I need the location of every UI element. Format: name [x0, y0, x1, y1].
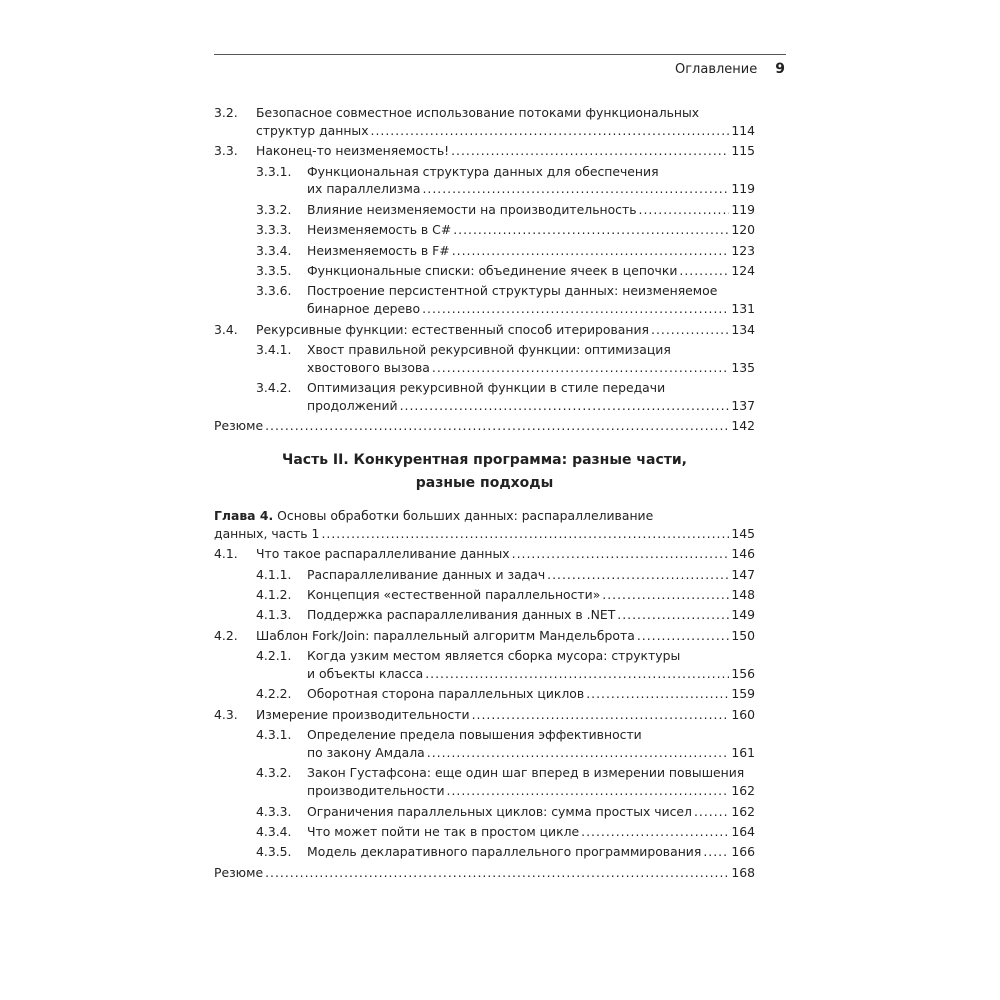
- toc-entry[interactable]: [214, 242, 755, 260]
- dot-leader: [703, 843, 729, 861]
- dot-leader: [427, 744, 730, 762]
- toc-entry[interactable]: [214, 647, 755, 683]
- toc-entry-title: Модель декларативного параллельного программирования: [307, 844, 702, 860]
- toc-entry-page: 164: [731, 823, 755, 839]
- dot-leader: [265, 417, 729, 435]
- toc-entry-title: Построение персистентной структуры данных: неизменяемое: [307, 283, 718, 299]
- toc-entry-page: 123: [731, 242, 755, 258]
- toc-entry-title: их параллелизма: [307, 181, 421, 197]
- toc-entry-page: 159: [731, 686, 755, 702]
- toc-entry-page: 149: [731, 607, 755, 623]
- toc-entry-title: Резюме: [214, 864, 264, 880]
- toc-entry-number: 4.1.1.: [256, 566, 292, 582]
- part-title-line: разные подходы: [415, 475, 554, 492]
- toc-entry-number: 4.3.: [214, 706, 238, 722]
- toc-entry-number: 3.3.: [214, 143, 238, 159]
- toc-entry-title: Неизменяемость в F#: [307, 242, 450, 258]
- toc-entry[interactable]: [214, 341, 755, 377]
- toc-entry-title: Функциональные списки: объединение ячеек в цепочки: [307, 262, 678, 278]
- toc-entry[interactable]: [214, 586, 755, 604]
- toc-entry-page: 124: [731, 262, 755, 278]
- toc-entry[interactable]: [214, 803, 755, 821]
- toc-entry-page: 119: [731, 201, 755, 217]
- toc-entry[interactable]: [214, 606, 755, 624]
- toc-entry-page: 161: [731, 744, 755, 760]
- toc-entry-number: 4.3.3.: [256, 803, 292, 819]
- toc-entry[interactable]: [214, 627, 755, 645]
- dot-leader: [371, 122, 730, 140]
- toc-part2-entries: [214, 545, 755, 881]
- dot-leader: [512, 545, 730, 563]
- chapter-label: Глава 4.: [214, 508, 274, 524]
- toc-entry-page: 156: [731, 666, 755, 682]
- toc-entry-title: Наконец-то неизменяемость!: [256, 143, 450, 159]
- toc-entry-number: 4.2.2.: [256, 686, 292, 702]
- toc-entry[interactable]: [214, 566, 755, 584]
- toc-entry[interactable]: [214, 163, 755, 199]
- toc-entry-title: Ограничения параллельных циклов: сумма простых чисел: [307, 803, 692, 819]
- toc-entry-title: Что такое распараллеливание данных: [256, 546, 510, 562]
- toc-entry-title: Определение предела повышения эффективности: [307, 727, 642, 743]
- toc-entry-title: Оптимизация рекурсивной функции в стиле передачи: [307, 380, 666, 396]
- chapter-title-line: Основы обработки больших данных: распараллеливание: [273, 508, 654, 524]
- part-title: [214, 449, 755, 495]
- toc-entry[interactable]: [214, 706, 755, 724]
- toc-entry-number: 3.3.2.: [256, 201, 292, 217]
- dot-leader: [602, 586, 729, 604]
- toc-entry-title: Безопасное совместное использование потоками функциональных: [256, 105, 700, 120]
- toc-entry-number: 4.3.4.: [256, 823, 292, 839]
- toc-entry-page: 150: [731, 627, 755, 643]
- toc-entry-title: по закону Амдала: [307, 744, 425, 760]
- toc-entry-title: Поддержка распараллеливания данных в .NET: [307, 607, 616, 623]
- dot-leader: [586, 685, 729, 703]
- toc-entry-number: 4.3.5.: [256, 844, 292, 860]
- toc-entry-page: 162: [731, 783, 755, 799]
- dot-leader: [679, 262, 729, 280]
- toc-entry-title: Концепция «естественной параллельности»: [307, 587, 601, 603]
- toc-entry-number: 3.2.: [214, 105, 238, 120]
- toc-entry-title: Шаблон Fork/Join: параллельный алгоритм Мандельброта: [256, 627, 635, 643]
- dot-leader: [452, 242, 730, 260]
- toc-entry-page: 162: [731, 803, 755, 819]
- dot-leader: [694, 803, 729, 821]
- toc-entry-title: хвостового вызова: [307, 359, 430, 375]
- toc-entry-number: 4.3.2.: [256, 765, 292, 781]
- toc-entry[interactable]: [214, 321, 755, 339]
- toc-entry-page: 148: [731, 587, 755, 603]
- toc-entry[interactable]: [214, 843, 755, 861]
- dot-leader: [637, 627, 730, 645]
- toc-entry[interactable]: [214, 685, 755, 703]
- toc-entry-title: Рекурсивные функции: естественный способ итерирования: [256, 321, 649, 337]
- toc-entry[interactable]: [214, 201, 755, 219]
- toc-entry-number: 3.4.: [214, 321, 238, 337]
- dot-leader: [581, 823, 729, 841]
- toc-entry-page: 135: [731, 359, 755, 375]
- toc-entry-number: 3.3.1.: [256, 163, 292, 179]
- dot-leader: [472, 706, 730, 724]
- toc-entry-title: Хвост правильной рекурсивной функции: оптимизация: [307, 341, 671, 357]
- toc-entry-number: 3.4.2.: [256, 380, 292, 396]
- toc-entry-title: Закон Густафсона: еще один шаг вперед в измерении повышения: [307, 765, 745, 781]
- toc-entry-title: Измерение производительности: [256, 706, 470, 722]
- toc-entry-page: 142: [731, 418, 755, 434]
- toc-entry-title: продолжений: [307, 397, 398, 413]
- dot-leader: [321, 525, 729, 543]
- running-header: [675, 61, 785, 77]
- toc-entry-number: 4.2.1.: [256, 648, 292, 664]
- running-header-title: Оглавление: [674, 62, 758, 77]
- toc-entry-page: 114: [731, 122, 755, 138]
- dot-leader: [265, 864, 729, 882]
- toc-entry-title: Неизменяемость в C#: [307, 222, 452, 238]
- toc-part1-entries: [214, 104, 755, 435]
- toc-entry-page: 119: [731, 181, 755, 197]
- dot-leader: [651, 321, 729, 339]
- toc-entry-title: Когда узким местом является сборка мусора: структуры: [307, 648, 681, 664]
- chapter-page: 145: [731, 525, 755, 541]
- table-of-contents: [214, 104, 755, 884]
- toc-entry-title: бинарное дерево: [307, 301, 421, 317]
- toc-entry-number: 3.3.4.: [256, 242, 292, 258]
- toc-entry-number: 3.3.5.: [256, 262, 292, 278]
- dot-leader: [425, 665, 729, 683]
- toc-entry[interactable]: [214, 864, 755, 882]
- toc-entry[interactable]: [214, 764, 755, 800]
- toc-entry-title: Функциональная структура данных для обеспечения: [307, 163, 659, 179]
- dot-leader: [447, 782, 730, 800]
- toc-chapter-entry[interactable]: [214, 507, 755, 543]
- dot-leader: [453, 221, 729, 239]
- toc-entry[interactable]: [214, 104, 755, 140]
- dot-leader: [422, 180, 729, 198]
- toc-entry-title: Что может пойти не так в простом цикле: [307, 823, 580, 839]
- toc-entry[interactable]: [214, 379, 755, 415]
- dot-leader: [422, 300, 729, 318]
- toc-entry-number: 3.3.3.: [256, 222, 292, 238]
- toc-entry[interactable]: [214, 417, 755, 435]
- toc-entry-page: 134: [731, 321, 755, 337]
- toc-entry-title: Оборотная сторона параллельных циклов: [307, 686, 585, 702]
- dot-leader: [617, 606, 729, 624]
- toc-entry-title: Влияние неизменяемости на производительность: [307, 201, 637, 217]
- part-title-line: Часть II. Конкурентная программа: разные части,: [282, 452, 687, 469]
- toc-entry[interactable]: [214, 726, 755, 762]
- toc-entry-number: 3.4.1.: [256, 341, 292, 357]
- toc-entry-title: производительности: [307, 783, 445, 799]
- toc-entry-page: 137: [731, 397, 755, 413]
- toc-entry[interactable]: [214, 221, 755, 239]
- toc-entry[interactable]: [214, 142, 755, 160]
- toc-entry-title: Распараллеливание данных и задач: [307, 566, 546, 582]
- toc-entry-number: 4.3.1.: [256, 727, 292, 743]
- toc-entry-title: Резюме: [214, 418, 264, 434]
- toc-entry-title: и объекты класса: [307, 666, 424, 682]
- toc-entry-page: 120: [731, 222, 755, 238]
- toc-entry-number: 3.3.6.: [256, 283, 292, 299]
- chapter-title-line: данных, часть 1: [214, 525, 320, 541]
- toc-entry-page: 146: [731, 546, 755, 562]
- toc-entry-number: 4.1.: [214, 546, 238, 562]
- toc-entry-page: 115: [731, 143, 755, 159]
- toc-entry[interactable]: [214, 823, 755, 841]
- page-number: 9: [775, 61, 785, 77]
- dot-leader: [639, 201, 730, 219]
- toc-entry[interactable]: [214, 545, 755, 563]
- toc-entry-page: 131: [731, 301, 755, 317]
- toc-entry[interactable]: [214, 282, 755, 318]
- toc-entry-title: структур данных: [256, 122, 369, 138]
- toc-entry[interactable]: [214, 262, 755, 280]
- toc-entry-number: 4.2.: [214, 627, 238, 643]
- toc-entry-page: 168: [731, 864, 755, 880]
- toc-entry-number: 4.1.2.: [256, 587, 292, 603]
- toc-entry-page: 166: [731, 844, 755, 860]
- dot-leader: [400, 397, 730, 415]
- dot-leader: [451, 142, 729, 160]
- dot-leader: [432, 359, 729, 377]
- header-rule: [214, 54, 786, 55]
- toc-entry-number: 4.1.3.: [256, 607, 292, 623]
- dot-leader: [547, 566, 729, 584]
- toc-entry-page: 160: [731, 706, 755, 722]
- toc-entry-page: 147: [731, 566, 755, 582]
